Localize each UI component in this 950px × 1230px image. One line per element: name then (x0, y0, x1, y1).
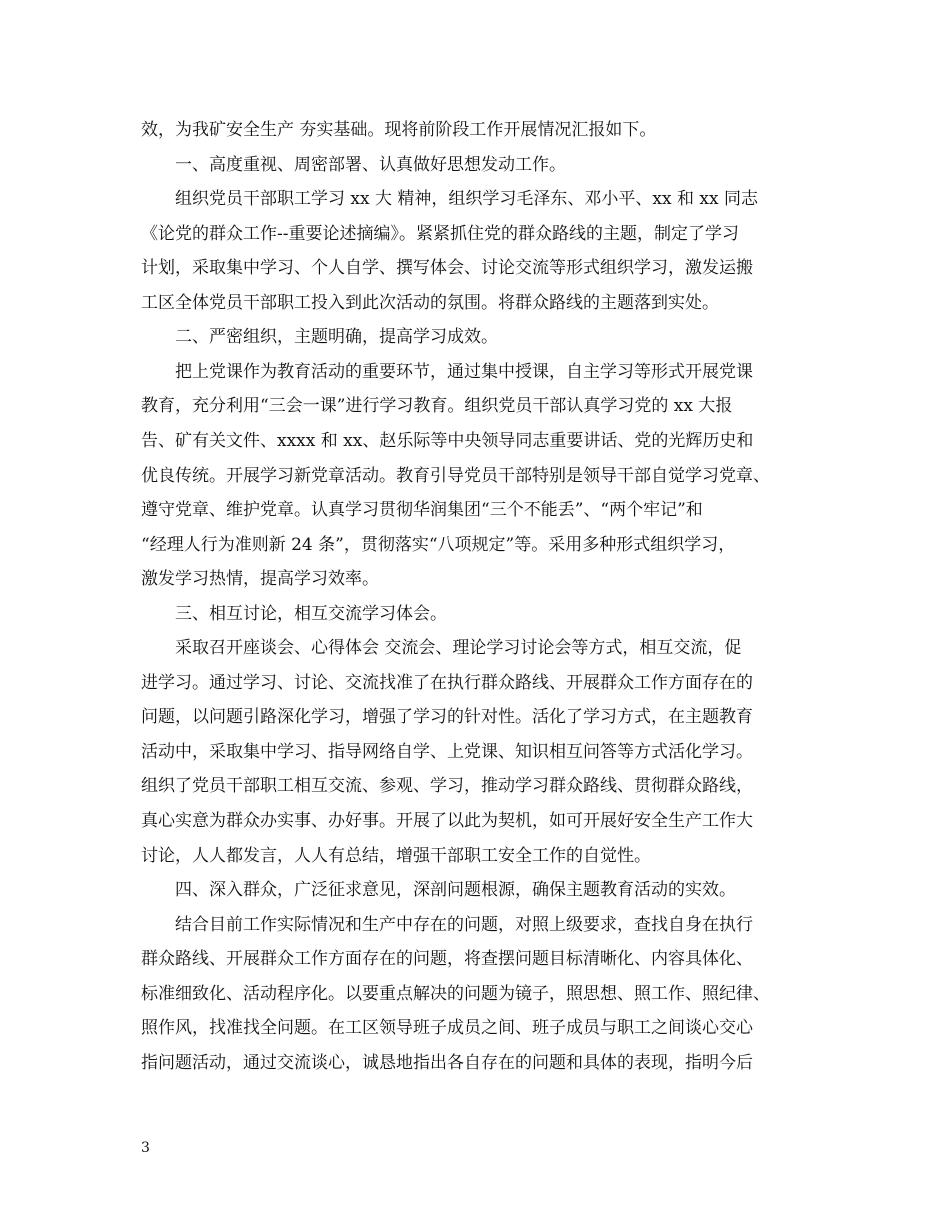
text-line: 四、深入群众，广泛征求意见，深剖问题根源，确保主题教育活动的实效。 (175, 880, 736, 900)
text-line: 真心实意为群众办实事、办好事。开展了以此为契机，如可开展好安全生产工作大 (141, 811, 753, 831)
text-line: 问题，以问题引路深化学习，增强了学习的针对性。活化了学习方式，在主题教育 (141, 707, 753, 727)
page-number: 3 (141, 1140, 150, 1156)
text-line: 优良传统。开展学习新党章活动。教育引导党员干部特别是领导干部自觉学习党章、 (141, 466, 770, 486)
text-line: 三、相互讨论，相互交流学习体会。 (175, 604, 447, 624)
text-line: 组织党员干部职工学习 xx 大 精神，组织学习毛泽东、邓小平、xx 和 xx 同志 (175, 189, 758, 209)
text-line: 效，为我矿安全生产 夯实基础。现将前阶段工作开展情况汇报如下。 (141, 120, 657, 140)
text-line: 工区全体党员干部职工投入到此次活动的氛围。将群众路线的主题落到实处。 (141, 293, 719, 313)
text-line: 遵守党章、维护党章。认真学习贯彻华润集团“三个不能丢”、“两个牢记”和 (141, 500, 703, 520)
text-line: 教育，充分利用“三会一课”进行学习教育。组织党员干部认真学习党的 xx 大报 (141, 396, 733, 416)
text-line: 照作风，找准找全问题。在工区领导班子成员之间、班子成员与职工之间谈心交心 (141, 1018, 753, 1038)
text-line: “经理人行为准则新 24 条”，贯彻落实“八项规定”等。采用多种形式组织学习， (141, 535, 736, 555)
text-line: 把上党课作为教育活动的重要环节，通过集中授课，自主学习等形式开展党课 (175, 362, 753, 382)
text-line: 激发学习热情，提高学习效率。 (141, 569, 379, 589)
text-line: 计划，采取集中学习、个人自学、撰写体会、讨论交流等形式组织学习，激发运搬 (141, 258, 753, 278)
text-line: 活动中，采取集中学习、指导网络自学、上党课、知识相互问答等方式活化学习。 (141, 742, 753, 762)
text-line: 二、严密组织，主题明确，提高学习成效。 (175, 327, 498, 347)
text-line: 标准细致化、活动程序化。以要重点解决的问题为镜子，照思想、照工作、照纪律、 (141, 984, 770, 1004)
text-line: 群众路线、开展群众工作方面存在的问题，将查摆问题目标清晰化、内容具体化、 (141, 949, 753, 969)
text-line: 讨论，人人都发言，人人有总结，增强干部职工安全工作的自觉性。 (141, 846, 651, 866)
text-line: 指问题活动，通过交流谈心，诚恳地指出各自存在的问题和具体的表现，指明今后 (141, 1053, 753, 1073)
text-line: 《论党的群众工作--重要论述摘编》。紧紧抓住党的群众路线的主题，制定了学习 (141, 224, 739, 244)
text-line: 告、矿有关文件、xxxx 和 xx、赵乐际等中央领导同志重要讲话、党的光辉历史和 (141, 431, 754, 451)
text-line: 采取召开座谈会、心得体会 交流会、理论学习讨论会等方式，相互交流，促 (175, 638, 742, 658)
text-line: 组织了党员干部职工相互交流、参观、学习，推动学习群众路线、贯彻群众路线， (141, 776, 753, 796)
text-line: 进学习。通过学习、讨论、交流找准了在执行群众路线、开展群众工作方面存在的 (141, 673, 753, 693)
text-line: 一、高度重视、周密部署、认真做好思想发动工作。 (175, 155, 566, 175)
text-line: 结合目前工作实际情况和生产中存在的问题，对照上级要求，查找自身在执行 (175, 915, 753, 935)
